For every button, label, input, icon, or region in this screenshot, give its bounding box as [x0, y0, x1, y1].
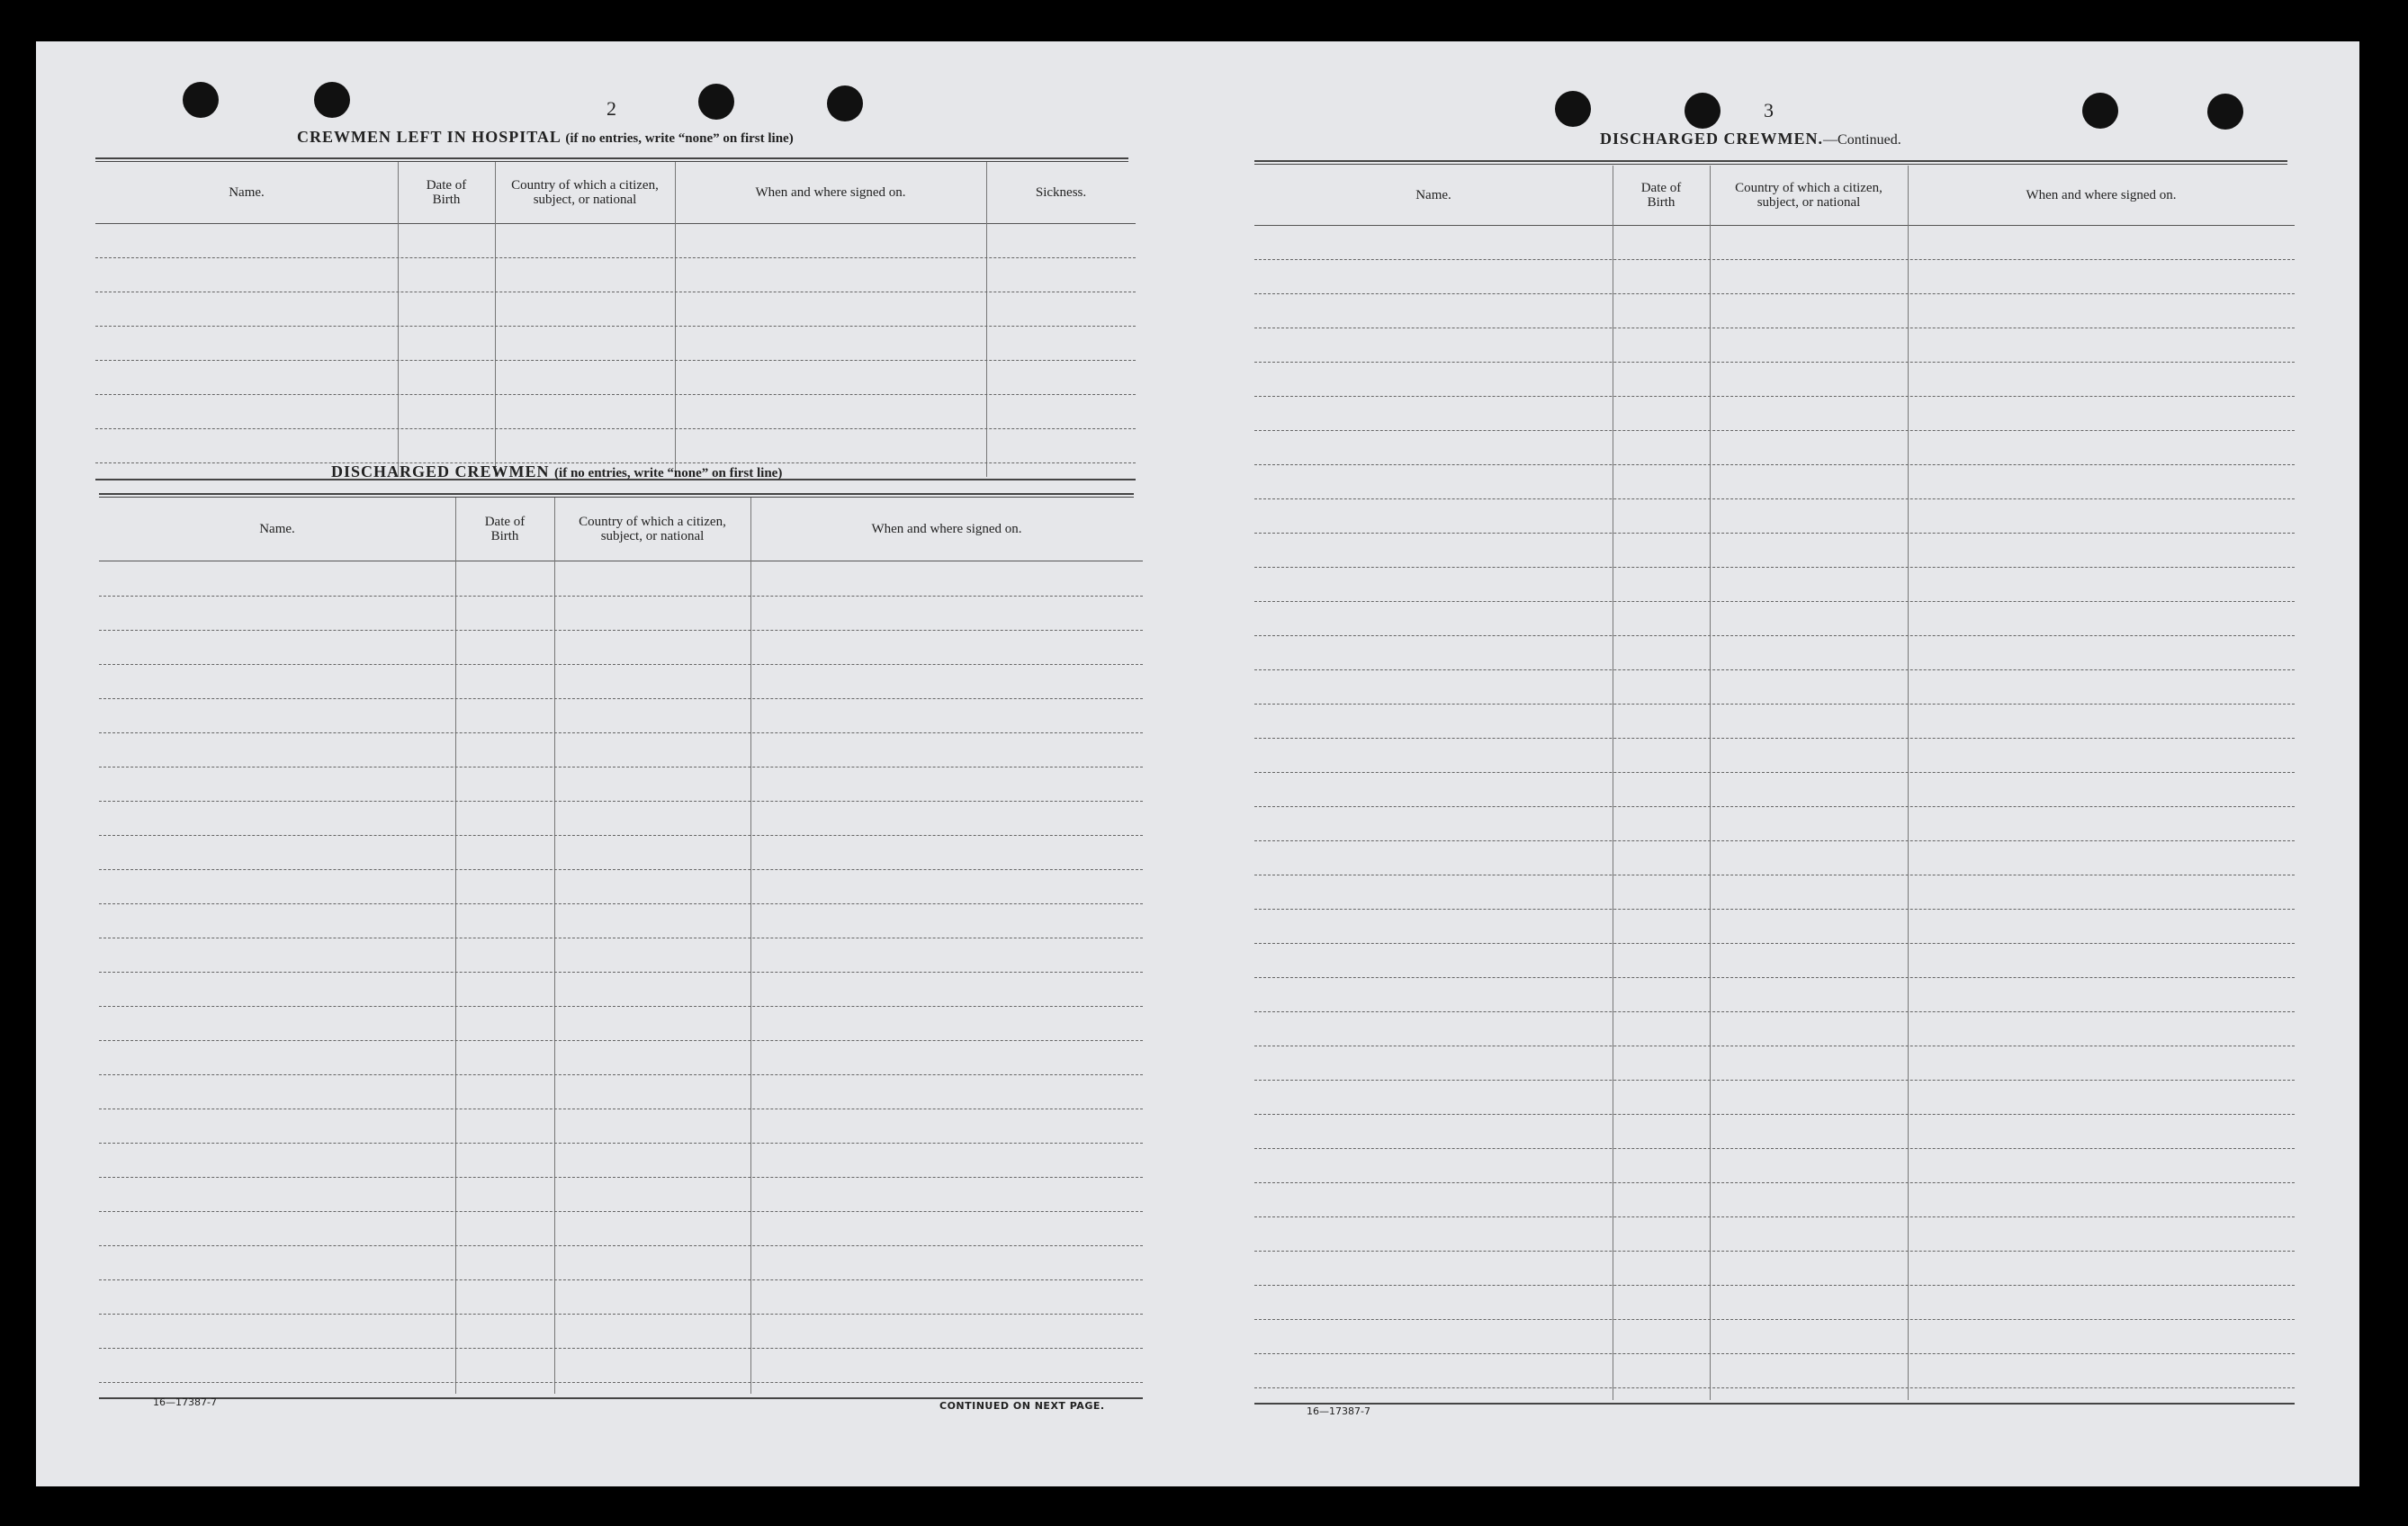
blank-entry-line[interactable]: [1254, 1353, 2295, 1354]
blank-entry-line[interactable]: [99, 1006, 1143, 1007]
blank-entry-line[interactable]: [99, 869, 1143, 870]
column-divider: [455, 498, 456, 1394]
right-bottom-rule: [1254, 1403, 2295, 1405]
blank-entry-line[interactable]: [99, 835, 1143, 836]
blank-entry-line[interactable]: [99, 1245, 1143, 1246]
blank-entry-line[interactable]: [1254, 601, 2295, 602]
column-divider: [750, 498, 751, 1394]
blank-entry-line[interactable]: [1254, 293, 2295, 294]
blank-entry-line[interactable]: [1254, 635, 2295, 636]
blank-entry-line[interactable]: [1254, 977, 2295, 978]
column-divider: [986, 162, 987, 477]
blank-entry-line[interactable]: [1254, 772, 2295, 773]
discharged-col-country: Country of which a citizen, subject, or national: [579, 515, 726, 543]
right-col-name: Name.: [1415, 188, 1451, 202]
discharged-col-dob: Date of Birth: [484, 515, 526, 543]
form-number-left: 16—17387-7: [153, 1396, 217, 1408]
punch-hole: [183, 82, 219, 118]
hospital-col-name: Name.: [229, 185, 265, 200]
blank-entry-line[interactable]: [1254, 943, 2295, 944]
blank-entry-line[interactable]: [1254, 704, 2295, 705]
blank-entry-line[interactable]: [99, 1348, 1143, 1349]
blank-entry-line[interactable]: [1254, 1011, 2295, 1012]
blank-entry-line[interactable]: [1254, 909, 2295, 910]
blank-entry-line[interactable]: [1254, 464, 2295, 465]
blank-entry-line[interactable]: [1254, 669, 2295, 670]
blank-entry-line[interactable]: [95, 326, 1136, 327]
punch-hole: [1555, 91, 1591, 127]
blank-entry-line[interactable]: [1254, 259, 2295, 260]
blank-entry-line[interactable]: [95, 257, 1136, 258]
hospital-col-signed-on: When and where signed on.: [755, 185, 906, 200]
hospital-section-title: [297, 128, 794, 147]
hospital-title: CREWMEN LEFT IN HOSPITAL: [297, 128, 561, 146]
blank-entry-line[interactable]: [99, 664, 1143, 665]
blank-entry-line[interactable]: [1254, 840, 2295, 841]
discharged-note: (if no entries, write “none” on first line): [554, 466, 783, 480]
blank-entry-line[interactable]: [99, 1177, 1143, 1178]
blank-entry-line[interactable]: [1254, 806, 2295, 807]
page-number-right: 3: [1764, 99, 1774, 121]
blank-entry-line[interactable]: [99, 596, 1143, 597]
blank-entry-line[interactable]: [99, 630, 1143, 631]
blank-entry-line[interactable]: [1254, 430, 2295, 431]
blank-entry-line[interactable]: [99, 1040, 1143, 1041]
blank-entry-line[interactable]: [99, 1382, 1143, 1383]
blank-entry-line[interactable]: [1254, 1148, 2295, 1149]
blank-entry-line[interactable]: [1254, 1251, 2295, 1252]
blank-entry-line[interactable]: [99, 972, 1143, 973]
form-number-right: 16—17387-7: [1307, 1405, 1370, 1417]
discharged-title: DISCHARGED CREWMEN: [331, 462, 550, 480]
discharged-bottom-rule: [99, 1397, 1143, 1399]
blank-entry-line[interactable]: [1254, 1285, 2295, 1286]
blank-entry-line[interactable]: [1254, 738, 2295, 739]
column-divider: [554, 498, 555, 1394]
punch-hole: [1685, 93, 1721, 129]
blank-entry-line[interactable]: [99, 698, 1143, 699]
punch-hole: [2082, 93, 2118, 129]
blank-entry-line[interactable]: [1254, 1182, 2295, 1183]
right-title-suffix: —Continued.: [1823, 132, 1901, 148]
blank-entry-line[interactable]: [99, 903, 1143, 904]
right-col-dob: Date of Birth: [1640, 181, 1682, 210]
punch-hole: [314, 82, 350, 118]
discharged-col-name: Name.: [259, 522, 295, 536]
right-col-country: Country of which a citizen, subject, or national: [1735, 181, 1882, 210]
column-divider: [675, 162, 676, 477]
discharged-col-signed-on: When and where signed on.: [871, 522, 1022, 536]
continued-note: CONTINUED ON NEXT PAGE.: [939, 1400, 1105, 1412]
right-discharged-table: [1254, 166, 2295, 1407]
right-title: DISCHARGED CREWMEN.: [1600, 130, 1824, 148]
blank-entry-line[interactable]: [99, 732, 1143, 733]
column-divider: [1710, 166, 1711, 1400]
blank-entry-line[interactable]: [95, 394, 1136, 395]
hospital-col-country: Country of which a citizen, subject, or national: [511, 178, 659, 207]
right-top-rule: [1254, 160, 2287, 165]
blank-entry-line[interactable]: [1254, 567, 2295, 568]
punch-hole: [2207, 94, 2243, 130]
hospital-col-sickness: Sickness.: [1035, 185, 1087, 200]
page-number-left: 2: [606, 97, 616, 120]
column-divider: [495, 162, 496, 477]
column-divider: [1908, 166, 1909, 1400]
blank-entry-line[interactable]: [1254, 1319, 2295, 1320]
discharged-table: [99, 498, 1143, 1401]
blank-entry-line[interactable]: [99, 801, 1143, 802]
blank-entry-line[interactable]: [1254, 1114, 2295, 1115]
blank-entry-line[interactable]: [99, 1279, 1143, 1280]
blank-entry-line[interactable]: [1254, 396, 2295, 397]
right-section-title: [1600, 130, 1901, 148]
blank-entry-line[interactable]: [99, 1314, 1143, 1315]
right-col-signed-on: When and where signed on.: [2026, 188, 2177, 202]
hospital-note: (if no entries, write “none” on first line): [565, 131, 794, 146]
form-sheet: [36, 41, 2359, 1486]
discharged-section-title: [331, 462, 782, 481]
blank-entry-line[interactable]: [99, 1143, 1143, 1144]
blank-entry-line[interactable]: [1254, 1080, 2295, 1081]
blank-entry-line[interactable]: [1254, 533, 2295, 534]
column-divider: [398, 162, 399, 477]
hospital-col-dob: Date of Birth: [426, 178, 467, 207]
blank-entry-line[interactable]: [1254, 498, 2295, 499]
blank-entry-line[interactable]: [1254, 1387, 2295, 1388]
punch-hole: [698, 84, 734, 120]
blank-entry-line[interactable]: [1254, 362, 2295, 363]
blank-entry-line[interactable]: [95, 360, 1136, 361]
blank-entry-line[interactable]: [1254, 1216, 2295, 1217]
punch-hole: [827, 85, 863, 121]
blank-entry-line[interactable]: [99, 1211, 1143, 1212]
blank-entry-line[interactable]: [95, 428, 1136, 429]
blank-entry-line[interactable]: [99, 1074, 1143, 1075]
hospital-table: [95, 162, 1136, 480]
